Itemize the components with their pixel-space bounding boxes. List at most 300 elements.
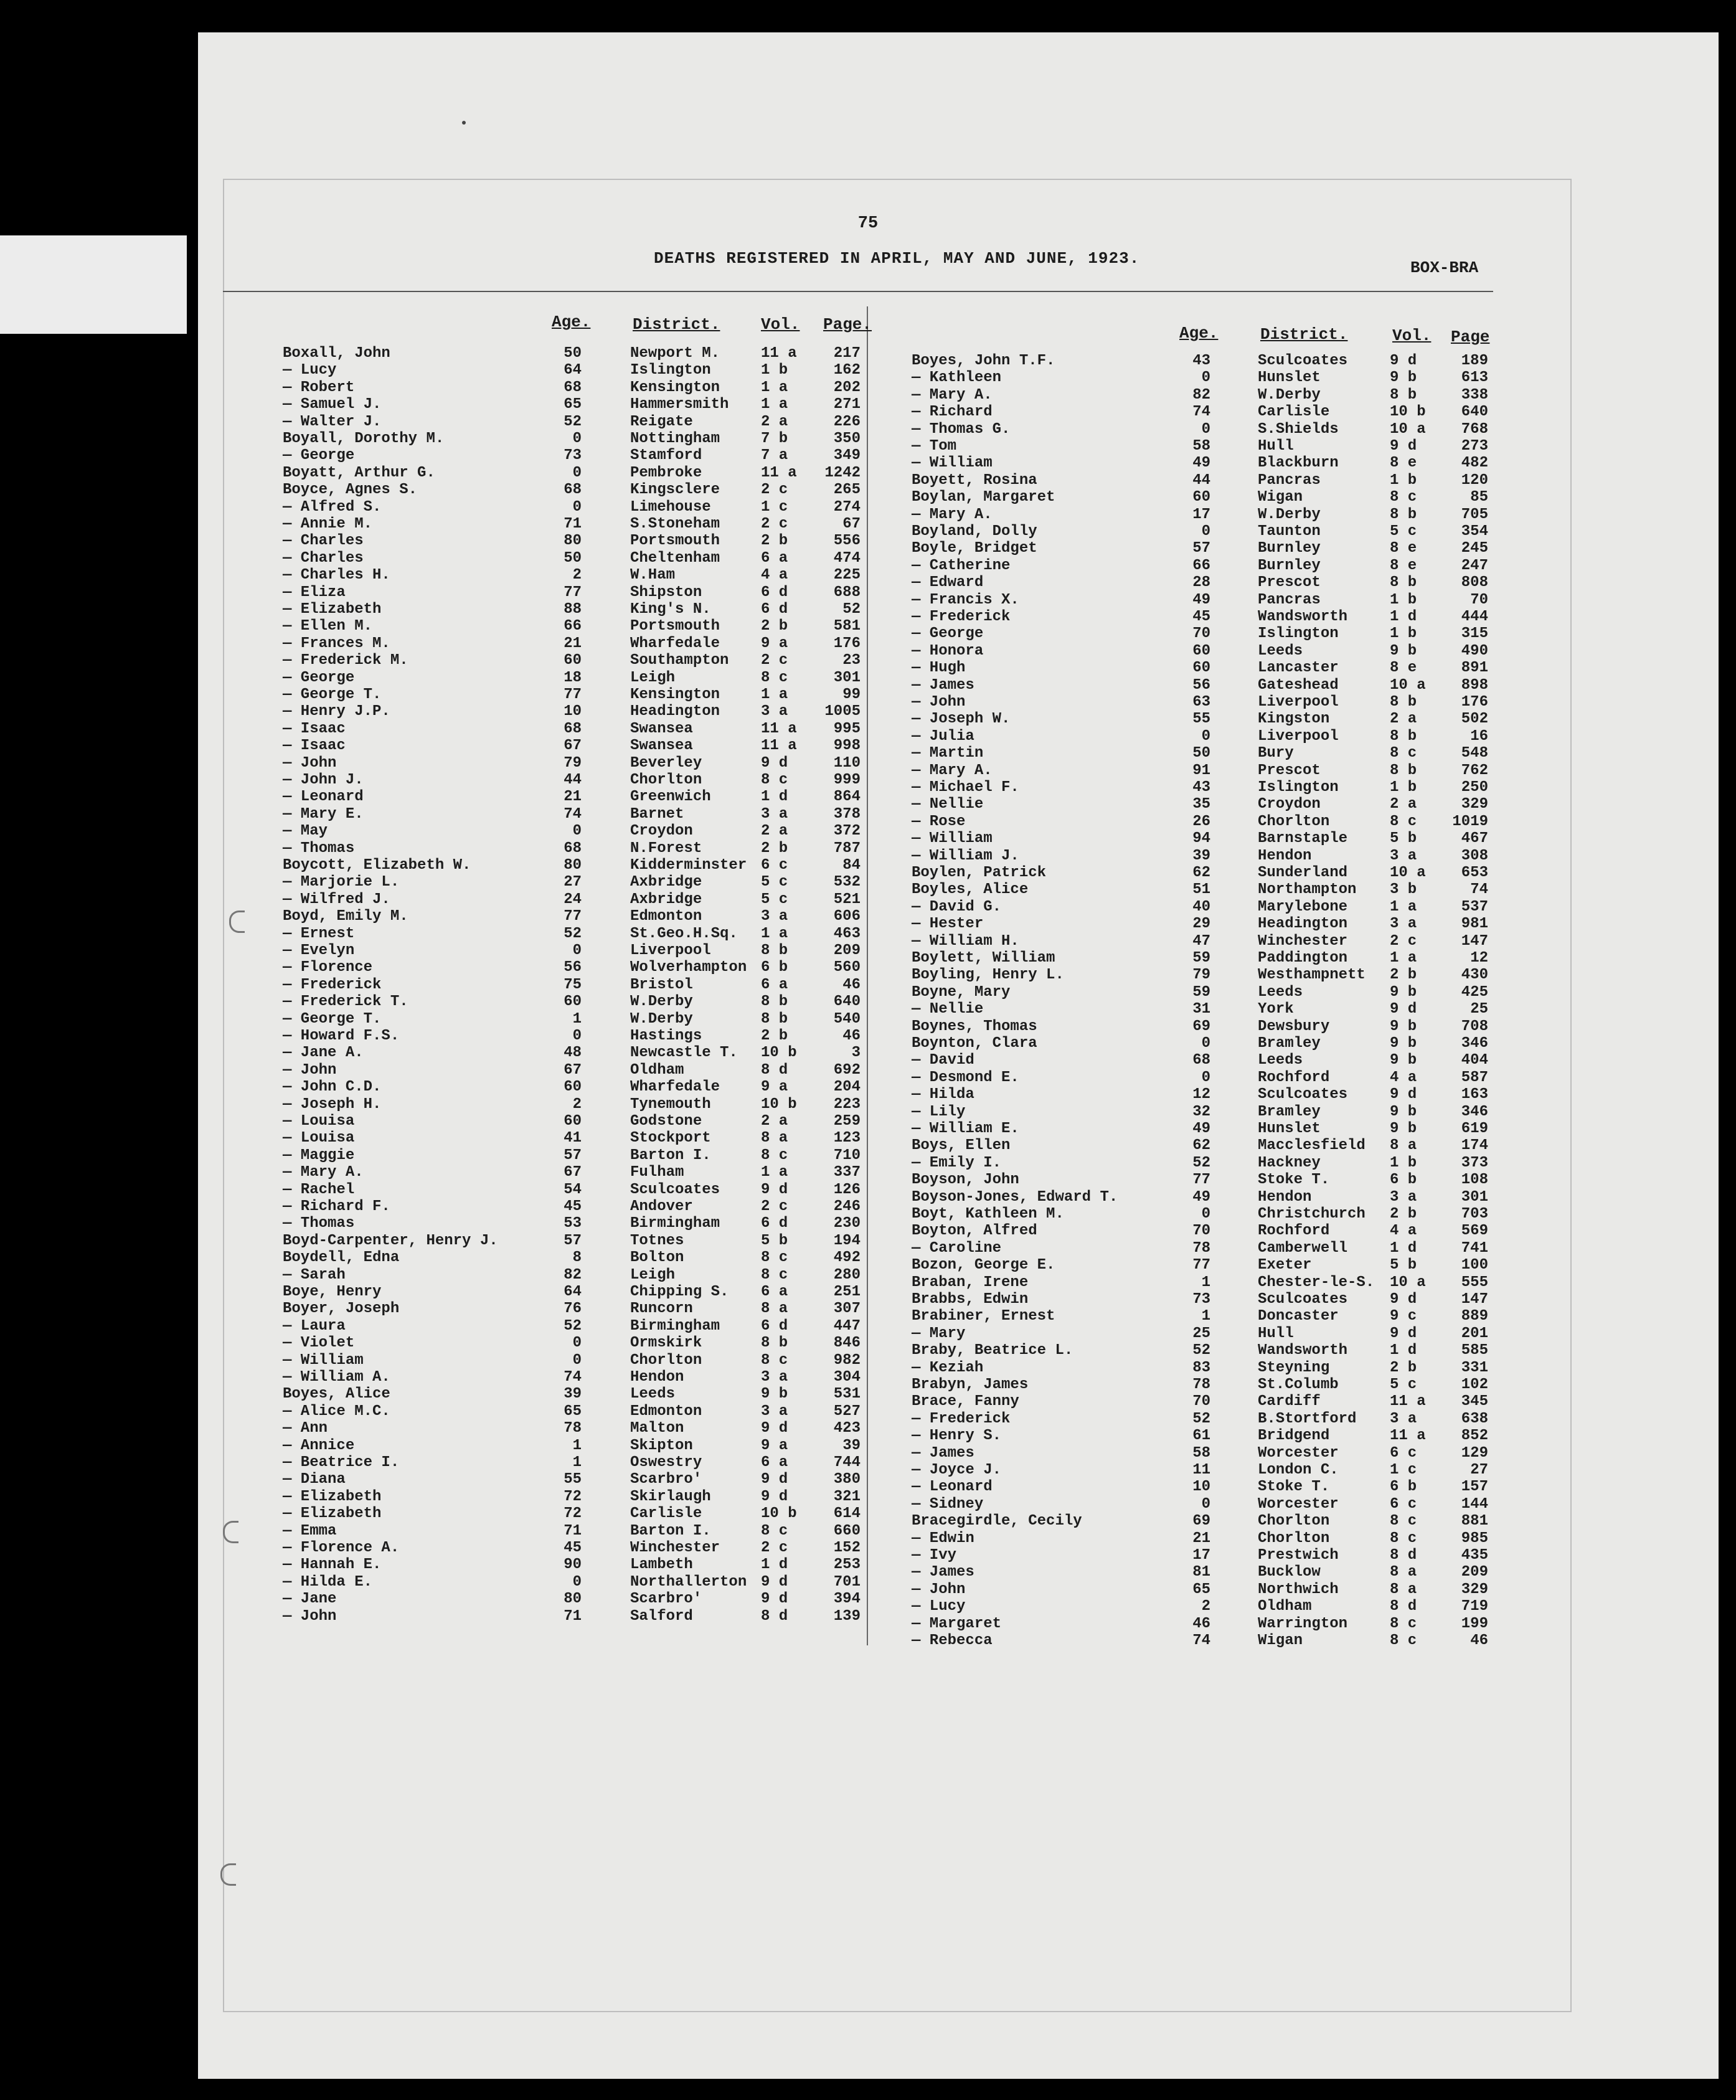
entry-name: — Frederick [912,608,1011,625]
entry-district: Sculcoates [630,1181,720,1198]
entry-vol: 6 d [761,1317,788,1335]
entry-page: 540 [833,1010,861,1028]
entry-vol: 3 a [761,1402,788,1420]
name-range: BOX-BRA [1410,258,1479,277]
entry-district: Lambeth [630,1556,693,1574]
entry-name: Boyton, Alfred [912,1223,1037,1240]
entry-age: 32 [1192,1103,1210,1120]
entry-vol: 9 b [1390,642,1417,660]
entry-age: 94 [1192,830,1210,848]
entry-age: 46 [1192,1615,1210,1632]
entry-vol: 5 c [761,874,788,891]
entry-district: Bristol [630,976,693,993]
entry-district: Chorlton [630,1351,702,1369]
entry-page: 372 [833,823,861,840]
entry-name: — Violet [283,1335,355,1352]
entry-age: 52 [564,925,582,942]
header-district-right: District. [1260,325,1348,344]
entry-name: — Mary E. [283,805,364,823]
entry-page: 378 [833,805,861,823]
entry-age: 59 [1192,950,1210,967]
entry-page: 308 [1461,847,1488,864]
entry-name: — Marjorie L. [283,874,400,891]
entry-age: 79 [1192,967,1210,984]
entry-vol: 7 a [761,447,788,465]
entry-name: — Elizabeth [283,1488,382,1505]
entry-vol: 2 a [761,823,788,840]
entry-age: 50 [564,549,582,567]
entry-vol: 10 a [1390,420,1426,438]
entry-name: — William E. [912,1120,1019,1137]
entry-district: Worcester [1258,1444,1339,1462]
entry-vol: 1 d [1390,1342,1417,1360]
entry-age: 0 [1201,420,1210,438]
entry-vol: 8 b [1390,727,1417,745]
entry-page: 741 [1461,1239,1488,1257]
entry-age: 2 [1201,1598,1210,1615]
entry-name: — Kathleen [912,369,1002,387]
entry-age: 73 [564,447,582,465]
entry-district: Edmonton [630,1402,702,1420]
entry-page: 349 [833,447,861,465]
entry-name: — Martin [912,745,984,762]
entry-page: 587 [1461,1069,1488,1086]
entry-vol: 9 d [761,1471,788,1488]
entry-page: 108 [1461,1171,1488,1189]
column-divider [867,306,868,1645]
entry-age: 41 [564,1130,582,1147]
entry-name: — Frederick [912,1410,1011,1427]
entry-vol: 3 a [1390,1410,1417,1427]
entry-name: Boyatt, Arthur G. [283,464,435,481]
entry-page: 301 [1461,1188,1488,1206]
entry-name: — Charles [283,549,364,567]
entry-vol: 9 d [761,1573,788,1591]
entry-district: Kingsclere [630,481,720,499]
entry-page: 614 [833,1505,861,1523]
entry-vol: 1 b [1390,471,1417,489]
entry-name: — Ernest [283,925,355,942]
entry-vol: 6 a [761,1454,788,1471]
entry-vol: 9 d [761,1591,788,1608]
entry-name: Boys, Ellen [912,1137,1011,1155]
entry-page: 147 [1461,932,1488,950]
entry-district: Bury [1258,745,1294,762]
entry-name: Brace, Fanny [912,1393,1019,1411]
entry-age: 78 [1192,1239,1210,1257]
entry-vol: 6 c [761,857,788,874]
entry-district: Burnley [1258,557,1321,574]
entry-page: 982 [833,1351,861,1369]
entry-page: 194 [833,1232,861,1249]
entry-age: 0 [572,498,582,516]
entry-district: Hendon [1258,1188,1312,1206]
entry-page: 39 [842,1437,861,1454]
entry-name: — Caroline [912,1239,1002,1257]
entry-age: 40 [1192,898,1210,915]
entry-vol: 1 b [761,362,788,379]
header-age-right: Age. [1179,324,1219,343]
entry-name: — Lucy [283,362,337,379]
entry-age: 45 [564,1540,582,1556]
entry-age: 77 [564,584,582,601]
entry-district: Andover [630,1198,693,1215]
entry-name: — William [283,1351,364,1369]
entry-age: 68 [564,481,582,499]
entry-name: — Wilfred J. [283,891,390,908]
entry-vol: 8 b [761,1010,788,1028]
entry-name: — Robert [283,379,355,396]
entry-name: — Alice M.C. [283,1402,390,1420]
entry-page: 67 [842,516,861,532]
entry-vol: 2 b [761,618,788,635]
entry-page: 531 [833,1386,861,1403]
entry-vol: 8 c [761,772,788,788]
entry-age: 65 [564,1402,582,1420]
entry-age: 69 [1192,1018,1210,1035]
entry-age: 43 [1192,779,1210,796]
entry-district: Exeter [1258,1257,1312,1274]
entry-district: Northallerton [630,1573,747,1591]
entry-vol: 8 c [1390,745,1417,762]
entry-district: Leeds [630,1386,676,1403]
entry-age: 77 [564,686,582,703]
entry-name: — Tom [912,438,957,455]
entry-district: Sculcoates [1258,1086,1348,1104]
entry-vol: 10 a [1390,676,1426,694]
entry-name: — Catherine [912,557,1011,574]
entry-age: 64 [564,362,582,379]
entry-page: 585 [1461,1342,1488,1360]
entry-name: — Mary A. [283,1164,364,1181]
entry-vol: 1 c [1390,1462,1417,1478]
entry-page: 201 [1461,1325,1488,1342]
entry-name: — David G. [912,898,1002,915]
entry-page: 152 [833,1540,861,1556]
entry-name: — Sidney [912,1495,984,1513]
entry-name: — Walter J. [283,413,382,430]
entry-vol: 3 a [761,703,788,721]
entry-page: 338 [1461,386,1488,404]
entry-district: Pancras [1258,591,1321,608]
entry-vol: 8 c [761,1266,788,1284]
entry-vol: 9 d [1390,1291,1417,1308]
entry-page: 329 [1461,1581,1488,1598]
entry-page: 569 [1461,1223,1488,1240]
entry-vol: 3 a [1390,847,1417,864]
entry-name: Boyd-Carpenter, Henry J. [283,1232,498,1249]
entry-district: Bucklow [1258,1564,1321,1581]
entry-page: 1242 [824,464,861,481]
entry-district: Swansea [630,737,693,755]
entry-district: Lancaster [1258,660,1339,677]
entry-name: — George T. [283,1010,382,1028]
entry-district: Leigh [630,669,676,686]
entry-page: 640 [1461,404,1488,421]
entry-age: 52 [564,413,582,430]
entry-age: 53 [564,1215,582,1232]
entry-page: 209 [833,942,861,959]
entry-age: 44 [1192,471,1210,489]
entry-district: Leeds [1258,1052,1303,1069]
entry-page: 209 [1461,1564,1488,1581]
entry-district: Liverpool [1258,694,1339,711]
entry-page: 144 [1461,1495,1488,1513]
entry-name: — Margaret [912,1615,1002,1632]
entry-vol: 1 d [761,1556,788,1574]
entry-page: 265 [833,481,861,499]
entry-page: 253 [833,1556,861,1574]
entry-district: Salford [630,1607,693,1625]
entry-age: 80 [564,857,582,874]
entry-age: 52 [1192,1342,1210,1360]
entry-page: 12 [1470,950,1488,967]
entry-age: 57 [564,1147,582,1164]
entry-vol: 6 d [761,601,788,618]
entry-name: — Beatrice I. [283,1454,400,1471]
entry-page: 688 [833,584,861,601]
entry-page: 46 [1470,1632,1488,1649]
entry-name: — Charles H. [283,567,390,584]
entry-name: Boyling, Henry L. [912,967,1064,984]
entry-district: W.Derby [1258,506,1321,523]
entry-district: Limehouse [630,498,711,516]
entry-name: Boyes, John T.F. [912,352,1055,369]
entry-name: — Emma [283,1522,337,1540]
film-margin-tab [0,235,187,334]
entry-name: — John [283,1607,337,1625]
entry-age: 48 [564,1044,582,1062]
entry-age: 60 [564,993,582,1011]
entry-age: 65 [564,396,582,414]
entry-name: — Richard F. [283,1198,390,1215]
entry-page: 223 [833,1095,861,1113]
entry-page: 380 [833,1471,861,1488]
entry-page: 692 [833,1061,861,1079]
entry-district: Wharfedale [630,635,720,652]
entry-age: 90 [564,1556,582,1574]
entry-vol: 10 b [761,1044,797,1062]
entry-vol: 1 a [1390,950,1417,967]
entry-age: 11 [1192,1462,1210,1478]
entry-age: 1 [1201,1274,1210,1291]
entry-vol: 6 b [761,959,788,977]
entry-vol: 2 b [761,840,788,857]
entry-vol: 2 b [761,1028,788,1044]
entry-vol: 1 d [761,788,788,806]
entry-name: — Evelyn [283,942,355,959]
entry-page: 174 [1461,1137,1488,1155]
entry-age: 10 [1192,1478,1210,1496]
entry-page: 527 [833,1402,861,1420]
entry-name: — George [283,447,355,465]
entry-vol: 8 b [1390,506,1417,523]
entry-page: 710 [833,1147,861,1164]
header-district: District. [633,315,720,334]
entry-district: Headington [630,703,720,721]
entry-vol: 1 b [1390,625,1417,643]
entry-page: 660 [833,1522,861,1540]
entry-district: Oldham [630,1061,684,1079]
entry-district: Barton I. [630,1522,711,1540]
entry-vol: 1 c [761,498,788,516]
entry-age: 21 [564,788,582,806]
entry-district: Scarbro' [630,1591,702,1608]
entry-vol: 8 b [1390,694,1417,711]
entry-age: 67 [564,1164,582,1181]
entry-vol: 2 b [1390,1359,1417,1376]
entry-name: — Samuel J. [283,396,382,414]
entry-age: 68 [1192,1052,1210,1069]
entry-age: 39 [564,1386,582,1403]
entry-name: Bozon, George E. [912,1257,1055,1274]
sheet-frame [223,179,1572,2012]
entry-district: Islington [1258,625,1339,643]
entry-district: Wigan [1258,1632,1303,1649]
entry-page: 123 [833,1130,861,1147]
entry-name: — Francis X. [912,591,1019,608]
entry-age: 60 [1192,642,1210,660]
entry-age: 0 [1201,523,1210,540]
entry-vol: 7 b [761,430,788,447]
entry-name: Boylan, Margaret [912,489,1055,506]
entry-district: Stoke T. [1258,1478,1330,1496]
entry-name: — Thomas G. [912,420,1011,438]
entry-name: — Hilda [912,1086,974,1104]
entry-age: 71 [564,1607,582,1625]
entry-page: 27 [1470,1462,1488,1478]
entry-name: — Thomas [283,1215,355,1232]
entry-page: 521 [833,891,861,908]
entry-page: 346 [1461,1035,1488,1052]
entry-vol: 6 c [1390,1495,1417,1513]
entry-name: — Nellie [912,796,984,813]
entry-vol: 9 b [1390,1035,1417,1052]
entry-district: Wharfedale [630,1079,720,1096]
entry-page: 555 [1461,1274,1488,1291]
entry-district: York [1258,1001,1294,1018]
entry-name: — Frederick [283,976,382,993]
entry-district: Portsmouth [630,618,720,635]
entry-name: — Frederick T. [283,993,408,1011]
entry-age: 1 [572,1437,582,1454]
entry-age: 60 [564,1079,582,1096]
entry-age: 18 [564,669,582,686]
entry-age: 27 [564,874,582,891]
entry-age: 68 [564,720,582,737]
entry-page: 52 [842,601,861,618]
entry-name: Boyer, Joseph [283,1300,400,1318]
entry-page: 719 [1461,1598,1488,1615]
entry-page: 70 [1470,591,1488,608]
entry-vol: 5 b [1390,830,1417,848]
entry-vol: 1 a [761,396,788,414]
entry-name: Bracegirdle, Cecily [912,1513,1082,1530]
entry-name: — Honora [912,642,984,660]
entry-age: 77 [1192,1171,1210,1189]
entry-age: 78 [564,1420,582,1437]
entry-page: 315 [1461,625,1488,643]
entry-vol: 8 c [1390,1615,1417,1632]
entry-age: 0 [572,1028,582,1044]
entry-page: 708 [1461,1018,1488,1035]
entry-name: — Henry S. [912,1427,1002,1445]
entry-vol: 6 a [761,549,788,567]
entry-vol: 1 d [1390,608,1417,625]
entry-name: Boylen, Patrick [912,864,1047,881]
entry-district: Oldham [1258,1598,1312,1615]
entry-age: 65 [1192,1581,1210,1598]
entry-page: 768 [1461,420,1488,438]
entry-age: 61 [1192,1427,1210,1445]
entry-district: Pancras [1258,471,1321,489]
entry-district: Cheltenham [630,549,720,567]
entry-page: 846 [833,1335,861,1352]
entry-age: 2 [572,1095,582,1113]
entry-vol: 6 a [761,976,788,993]
entry-age: 68 [564,379,582,396]
entry-age: 0 [572,1573,582,1591]
entry-page: 99 [842,686,861,703]
entry-age: 70 [1192,1393,1210,1411]
entry-district: Leigh [630,1266,676,1284]
entry-vol: 8 c [761,1147,788,1164]
entry-district: Kidderminster [630,857,747,874]
entry-page: 16 [1470,727,1488,745]
entry-vol: 9 d [1390,1001,1417,1018]
punch-hole [220,1863,236,1886]
entry-district: Wandsworth [1258,1342,1348,1360]
entry-name: — Joyce J. [912,1462,1002,1478]
entry-vol: 8 e [1390,660,1417,677]
entry-vol: 8 e [1390,455,1417,472]
entry-vol: 2 c [761,1540,788,1556]
entry-page: 640 [833,993,861,1011]
entry-age: 70 [1192,625,1210,643]
entry-name: Boyson-Jones, Edward T. [912,1188,1118,1206]
entry-vol: 4 a [1390,1223,1417,1240]
entry-district: Axbridge [630,891,702,908]
entry-page: 250 [1461,779,1488,796]
entry-district: Portsmouth [630,532,720,550]
entry-vol: 11 a [761,345,797,362]
entry-district: Sculcoates [1258,352,1348,369]
entry-district: Hull [1258,438,1294,455]
entry-district: Steyning [1258,1359,1330,1376]
entry-vol: 3 a [761,1369,788,1386]
entry-district: Liverpool [630,942,711,959]
entry-vol: 4 a [761,567,788,584]
entry-name: — May [283,823,328,840]
entry-district: S.Shields [1258,420,1339,438]
entry-district: Barnstaple [1258,830,1348,848]
entry-name: Boyland, Dolly [912,523,1037,540]
entry-age: 77 [1192,1257,1210,1274]
entry-district: Beverley [630,754,702,772]
entry-district: Christchurch [1258,1206,1366,1223]
entry-vol: 9 d [761,1181,788,1198]
entry-name: — Isaac [283,720,346,737]
entry-district: Stockport [630,1130,711,1147]
entry-page: 25 [1470,1001,1488,1018]
entry-page: 999 [833,772,861,788]
entry-page: 581 [833,618,861,635]
entry-name: Brabbs, Edwin [912,1291,1029,1308]
entry-name: Boynton, Clara [912,1035,1037,1052]
entry-name: Boye, Henry [283,1284,382,1300]
entry-vol: 9 b [761,1386,788,1403]
entry-age: 52 [1192,1410,1210,1427]
